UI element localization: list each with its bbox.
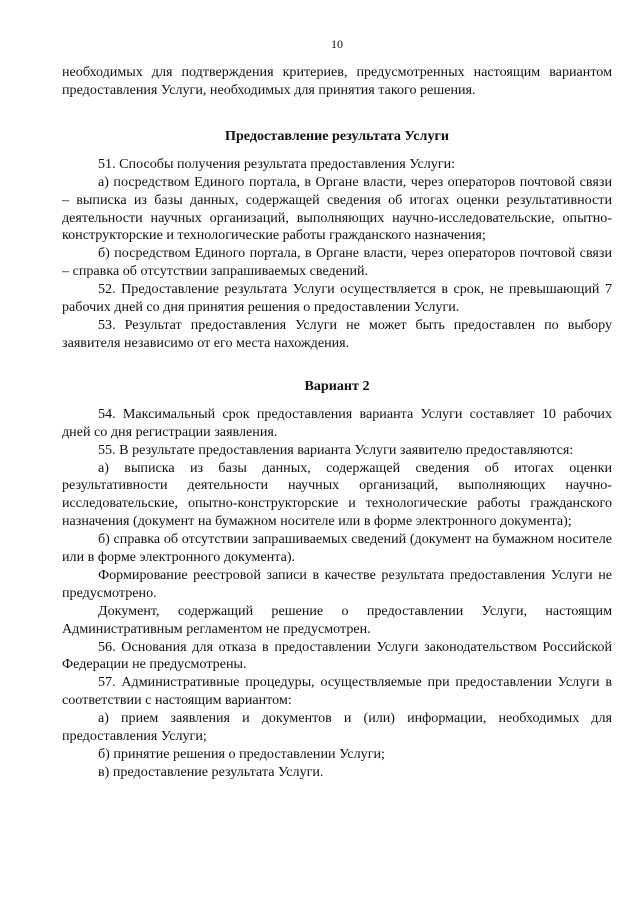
paragraph-53: 53. Результат предоставления Услуги не может быть предоставлен по выбору заявителя независимо от его места нахождения. <box>62 316 612 351</box>
section-heading-variant-2: Вариант 2 <box>304 377 370 394</box>
paragraph-decision-document: Документ, содержащий решение о предоставлении Услуги, настоящим Административным регламентом не предусмотрен. <box>62 602 612 637</box>
paragraph-57-c: в) предоставление результата Услуги. <box>98 763 324 780</box>
paragraph-57-a: а) прием заявления и документов и (или) информации, необходимых для предоставления Услуги; <box>62 710 612 745</box>
paragraph-51: 51. Способы получения результата предоставления Услуги: <box>98 155 456 172</box>
paragraph-54: 54. Максимальный срок предоставления варианта Услуги составляет 10 рабочих дней со дня регистрации заявления. <box>62 405 612 440</box>
section-heading-result: Предоставление результата Услуги <box>224 127 450 144</box>
paragraph-52: 52. Предоставление результата Услуги осуществляется в срок, не превышающий 7 рабочих дней со дня принятия решения о предоставлении Услуги. <box>62 281 612 316</box>
page-number: 10 <box>331 37 343 51</box>
paragraph-57: 57. Административные процедуры, осуществляемые при предоставлении Услуги в соответствии с настоящим вариантом: <box>62 674 612 709</box>
paragraph-55-a: а) выписка из базы данных, содержащей сведения об итогах оценки результативности деятельности научных организаций, выполняющих научно-исследовательские, опытно-конструкторские и технологические работы гражданского назначения (документ на бумажном носителе или в форме электронного документа); <box>62 459 612 530</box>
paragraph-55-b: б) справка об отсутствии запрашиваемых сведений (документ на бумажном носителе или в форме электронного документа). <box>62 531 612 566</box>
paragraph-56: 56. Основания для отказа в предоставлении Услуги законодательством Российской Федерации не предусмотрены. <box>62 638 612 673</box>
paragraph-51-a: а) посредством Единого портала, в Органе власти, через операторов почтовой связи – выписка из базы данных, содержащей сведения об итогах оценки результативности деятельности научных организаций, выполняющих научно-исследовательские, опытно-конструкторские и технологические работы гражданского назначения; <box>62 173 612 244</box>
paragraph-55: 55. В результате предоставления варианта Услуги заявителю предоставляются: <box>98 441 574 458</box>
paragraph-registry-record: Формирование реестровой записи в качестве результата предоставления Услуги не предусмотрено. <box>62 566 612 601</box>
document-page <box>62 36 612 782</box>
paragraph-57-b: б) принятие решения о предоставлении Услуги; <box>98 746 385 762</box>
intro-paragraph: необходимых для подтверждения критериев, предусмотренных настоящим вариантом предоставления Услуги, необходимых для принятия такого решения. <box>62 64 612 98</box>
paragraph-51-b: б) посредством Единого портала, в Органе власти, через операторов почтовой связи – справка об отсутствии запрашиваемых сведений. <box>62 245 612 280</box>
